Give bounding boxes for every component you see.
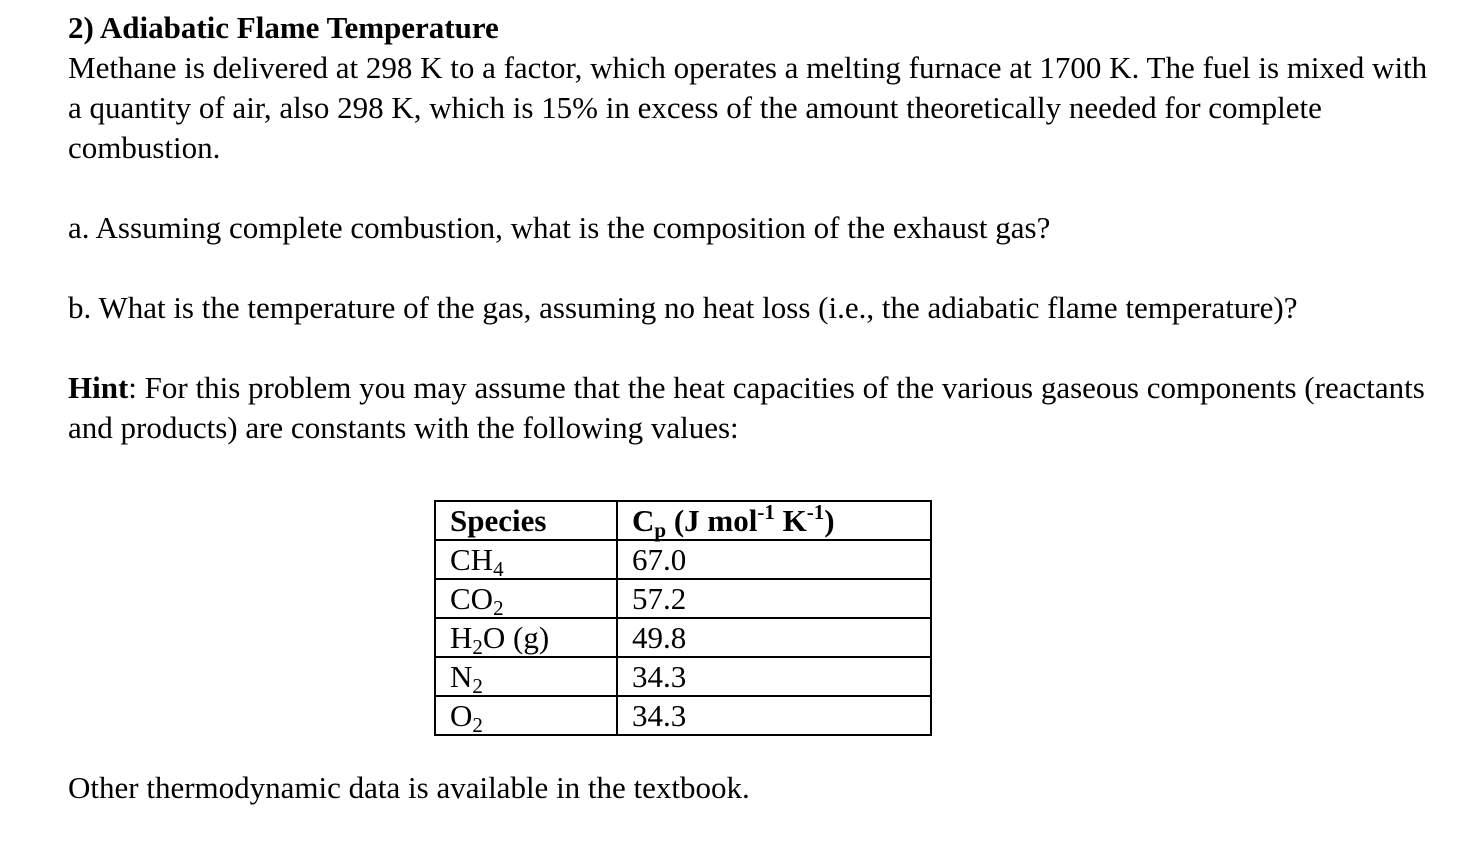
species-subscript: 2 (472, 674, 483, 698)
hint-label: Hint (68, 370, 129, 405)
hint-paragraph (68, 368, 1448, 448)
species-subscript: 2 (493, 596, 504, 620)
cp-exp-mol: -1 (757, 500, 775, 524)
species-subscript: 2 (472, 713, 483, 737)
table-row (435, 657, 931, 696)
question-b: b. What is the temperature of the gas, assuming no heat loss (i.e., the adiabatic flame temperature)? (68, 290, 1298, 325)
cp-value-cell: 49.8 (617, 618, 931, 657)
species-main: CO (450, 581, 494, 616)
header-cp (617, 501, 931, 540)
cp-unit-mid: K (774, 503, 807, 538)
hint-text: : For this problem you may assume that the heat capacities of the various gaseous components (reactants and products) are constants with the following values: (68, 370, 1425, 445)
table-row (435, 618, 931, 657)
species-tail: O (g) (482, 620, 550, 655)
question-a: a. Assuming complete combustion, what is the composition of the exhaust gas? (68, 210, 1051, 245)
header-species: Species (435, 501, 617, 540)
species-main: O (450, 698, 473, 733)
spacer (68, 328, 1448, 368)
cp-symbol: C (632, 503, 655, 538)
heat-capacity-table (434, 500, 932, 736)
table-row (435, 579, 931, 618)
heat-capacity-table-wrapper (434, 500, 932, 736)
species-cell (435, 696, 617, 735)
footer-note: Other thermodynamic data is available in the textbook. (68, 770, 750, 805)
table-row (435, 696, 931, 735)
species-cell (435, 540, 617, 579)
species-main: CH (450, 542, 494, 577)
cp-value-cell: 57.2 (617, 579, 931, 618)
cp-value-cell: 67.0 (617, 540, 931, 579)
table-body (435, 540, 931, 735)
species-cell (435, 579, 617, 618)
problem-intro: Methane is delivered at 298 K to a factor, which operates a melting furnace at 1700 K. The fuel is mixed with a quantity of air, also 298 K, which is 15% in excess of the amount theoretically needed for complete combustion. (68, 50, 1428, 165)
table-header-row (435, 501, 931, 540)
problem-document (68, 8, 1448, 448)
spacer (68, 168, 1448, 208)
cp-value-cell: 34.3 (617, 696, 931, 735)
species-cell (435, 618, 617, 657)
species-subscript: 4 (493, 557, 504, 581)
cp-unit-close: ) (824, 503, 835, 538)
problem-title: 2) Adiabatic Flame Temperature (68, 10, 499, 45)
cp-subscript: p (654, 518, 667, 542)
table-row (435, 540, 931, 579)
species-main: H (450, 620, 473, 655)
species-cell (435, 657, 617, 696)
spacer (68, 248, 1448, 288)
cp-exp-k: -1 (806, 500, 825, 524)
species-main: N (450, 659, 473, 694)
cp-value-cell: 34.3 (617, 657, 931, 696)
species-subscript: 2 (472, 635, 483, 659)
cp-unit-open: (J mol (666, 503, 758, 538)
